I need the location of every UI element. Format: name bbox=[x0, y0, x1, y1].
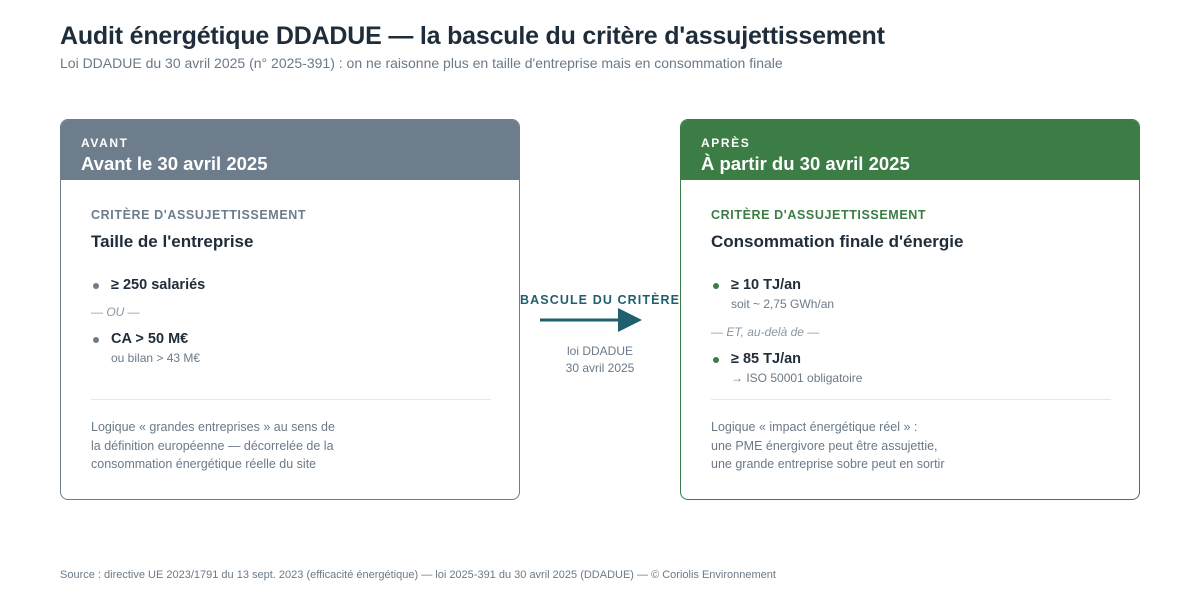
card-before-title: Avant le 30 avril 2025 bbox=[81, 153, 268, 174]
card-before-note bbox=[91, 418, 335, 474]
bullet-main: CA > 50 M€ bbox=[111, 331, 189, 347]
bullet-dot-icon bbox=[713, 357, 719, 363]
bullet-main: ≥ 250 salariés bbox=[111, 277, 206, 293]
bullet-dot-icon bbox=[93, 337, 99, 343]
source-footnote: Source : directive UE 2023/1791 du 13 sept. 2023 (efficacité énergétique) — loi 2025-391 du 30 avril 2025 (DDADUE) — © Coriolis Environnement bbox=[60, 569, 776, 581]
bullet-main: ≥ 85 TJ/an bbox=[731, 351, 802, 367]
bullet-main: ≥ 10 TJ/an bbox=[731, 277, 802, 293]
bullet-sub: soit ~ 2,75 GWh/an bbox=[731, 297, 835, 311]
bullet-sub: ou bilan > 43 M€ bbox=[111, 351, 201, 365]
note-line: Logique « grandes entreprises » au sens de bbox=[91, 420, 335, 434]
note-line: une grande entreprise sobre peut en sortir bbox=[711, 457, 945, 471]
card-before bbox=[60, 119, 520, 500]
card-after-header bbox=[681, 120, 1139, 180]
card-before-divider bbox=[91, 399, 491, 400]
card-before-separator: — OU — bbox=[91, 305, 140, 319]
card-after-divider bbox=[711, 399, 1111, 400]
note-line: Logique « impact énergétique réel » : bbox=[711, 420, 918, 434]
card-after-tag: APRÈS bbox=[701, 136, 751, 150]
bullet-dot-icon bbox=[93, 283, 99, 289]
bullet-sub: → ISO 50001 obligatoire bbox=[731, 371, 863, 385]
note-line: une PME énergivore peut être assujettie, bbox=[711, 438, 938, 453]
card-before-header bbox=[61, 120, 519, 180]
card-after-separator: — ET, au-delà de — bbox=[711, 325, 820, 339]
note-line: la définition européenne — décorrelée de la bbox=[91, 438, 334, 453]
right-arrow-icon bbox=[538, 306, 646, 334]
page-title: Audit énergétique DDADUE — la bascule du critère d'assujettissement bbox=[60, 22, 885, 50]
card-after-note bbox=[711, 418, 944, 474]
card-after-criterion-label: CRITÈRE D'ASSUJETTISSEMENT bbox=[711, 208, 927, 222]
transition-sub-line: 30 avril 2025 bbox=[565, 361, 635, 375]
bullet-dot-icon bbox=[713, 283, 719, 289]
transition-sub-line: loi DDADUE bbox=[566, 344, 633, 358]
card-after-criterion-value: Consommation finale d'énergie bbox=[711, 232, 964, 251]
transition-sub bbox=[520, 343, 680, 377]
transition-label: BASCULE DU CRITÈRE bbox=[520, 293, 681, 307]
note-line: consommation énergétique réelle du site bbox=[91, 457, 317, 471]
page-subtitle: Loi DDADUE du 30 avril 2025 (n° 2025-391) : on ne raisonne plus en taille d'entreprise mais en consommation finale bbox=[60, 55, 783, 71]
card-after bbox=[680, 119, 1140, 500]
card-before-criterion-value: Taille de l'entreprise bbox=[91, 232, 254, 251]
card-after-title: À partir du 30 avril 2025 bbox=[701, 153, 910, 174]
card-before-tag: AVANT bbox=[81, 136, 129, 150]
card-before-criterion-label: CRITÈRE D'ASSUJETTISSEMENT bbox=[91, 208, 307, 222]
